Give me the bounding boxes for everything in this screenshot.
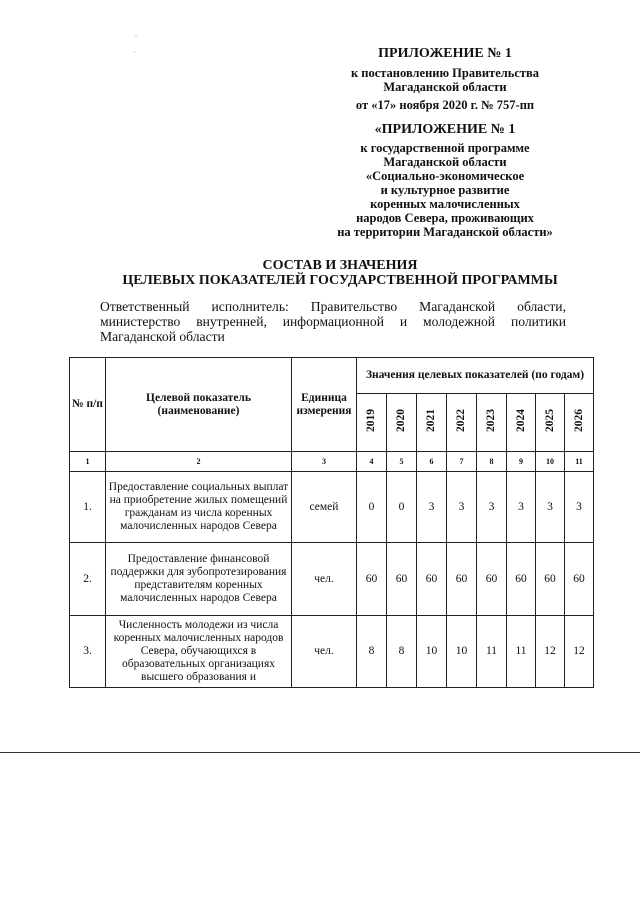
appendix-header [300,47,590,112]
year-label: 2026 [572,409,585,432]
header-year [565,394,594,452]
value-cell: 60 [357,543,387,616]
header-indicator: Целевой показатель (наименование) [106,358,292,452]
unit-cell: семей [292,472,357,543]
row-number: 2. [70,543,106,616]
appendix-title: ПРИЛОЖЕНИЕ № 1 [378,46,512,61]
table-row [70,472,594,543]
value-cell: 3 [417,472,447,543]
year-label: 2023 [485,409,497,432]
value-cell: 0 [387,472,417,543]
indicator-name: Предоставление финансовой поддержки для зубопротезирования представителям коренных малочисленных народов Севера [106,543,292,616]
responsible-executor: Ответственный исполнитель: Правительство Магаданской области, министерство внутренней, информационной и молодежной политики Магаданской области [100,299,566,344]
value-cell: 12 [536,616,565,688]
column-number: 6 [417,452,447,472]
program-appendix-header [300,123,590,239]
header-year [477,394,507,452]
program-appendix-title: «ПРИЛОЖЕНИЕ № 1 [374,122,516,137]
value-cell: 10 [447,616,477,688]
value-cell: 60 [536,543,565,616]
value-cell: 8 [387,616,417,688]
document-title [60,258,620,288]
row-number: 1. [70,472,106,543]
value-cell: 3 [507,472,536,543]
column-number: 10 [536,452,565,472]
appendix-line: к постановлению Правительства [350,66,540,80]
header-year [507,394,536,452]
document-title-line2: ЦЕЛЕВЫХ ПОКАЗАТЕЛЕЙ ГОСУДАРСТВЕННОЙ ПРОГРАММЫ [122,273,558,288]
year-label: 2019 [365,409,377,432]
header-unit: Единица измерения [292,358,357,452]
program-appendix-line: коренных малочисленных [370,197,520,211]
appendix-line: Магаданской области [383,80,507,94]
value-cell: 11 [507,616,536,688]
header-year [536,394,565,452]
column-number: 11 [565,452,594,472]
program-appendix-line: на территории Магаданской области» [337,225,553,239]
header-year [447,394,477,452]
header-year [417,394,447,452]
column-number: 1 [70,452,106,472]
column-number: 3 [292,452,357,472]
header-values-group: Значения целевых показателей (по годам) [357,358,594,394]
indicators-table [69,357,594,688]
program-appendix-line: «Социально-экономическое [365,169,525,183]
program-appendix-line: к государственной программе [360,141,530,155]
header-number: № п/п [70,358,106,452]
value-cell: 8 [357,616,387,688]
column-number: 4 [357,452,387,472]
column-number: 8 [477,452,507,472]
year-label: 2022 [455,409,467,432]
value-cell: 60 [447,543,477,616]
value-cell: 10 [417,616,447,688]
column-number: 5 [387,452,417,472]
year-label: 2020 [395,409,407,432]
value-cell: 60 [387,543,417,616]
year-label: 2021 [425,409,437,432]
program-appendix-line: народов Севера, проживающих [356,211,534,225]
value-cell: 0 [357,472,387,543]
document-title-line1: СОСТАВ И ЗНАЧЕНИЯ [262,258,418,273]
value-cell: 3 [447,472,477,543]
column-number: 9 [507,452,536,472]
unit-cell: чел. [292,543,357,616]
header-year [357,394,387,452]
table-row [70,543,594,616]
header-year [387,394,417,452]
program-appendix-line: Магаданской области [383,155,507,169]
value-cell: 60 [477,543,507,616]
program-appendix-line: и культурное развитие [380,183,510,197]
appendix-date: от «17» ноября 2020 г. № 757-пп [355,98,535,112]
year-label: 2025 [543,409,556,432]
value-cell: 3 [565,472,594,543]
value-cell: 12 [565,616,594,688]
column-number: 7 [447,452,477,472]
indicator-name: Предоставление социальных выплат на приобретение жилых помещений гражданам из числа коренных малочисленных народов Севера [106,472,292,543]
value-cell: 60 [417,543,447,616]
unit-cell: чел. [292,616,357,688]
value-cell: 60 [565,543,594,616]
value-cell: 11 [477,616,507,688]
value-cell: 60 [507,543,536,616]
year-label: 2024 [514,409,527,432]
column-number: 2 [106,452,292,472]
value-cell: 3 [477,472,507,543]
page-bottom-rule [0,752,640,753]
indicator-name: Численность молодежи из числа коренных малочисленных народов Севера, обучающихся в образовательных организациях высшего образования и [106,616,292,688]
table-row [70,616,594,688]
value-cell: 3 [536,472,565,543]
stray-mark: . [135,30,137,39]
row-number: 3. [70,616,106,688]
stray-mark: · [133,48,136,57]
